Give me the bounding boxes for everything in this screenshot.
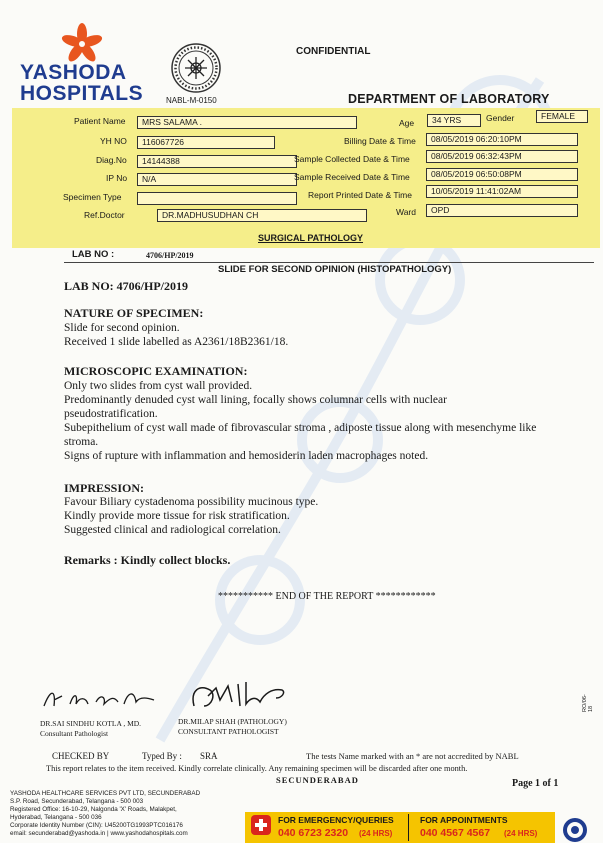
emergency-hours: (24 HRS) bbox=[359, 829, 393, 838]
department-title: DEPARTMENT OF LABORATORY bbox=[348, 92, 550, 106]
impression-line: Suggested clinical and radiological correlation. bbox=[64, 524, 281, 536]
microscopic-line: Only two slides from cyst wall provided. bbox=[64, 380, 253, 392]
emergency-icon bbox=[251, 815, 271, 835]
footer-address-block bbox=[10, 790, 248, 838]
city-label: SECUNDERABAD bbox=[276, 775, 359, 785]
footer-company: YASHODA HEALTHCARE SERVICES PVT LTD, SECUNDERABAD bbox=[10, 790, 201, 797]
nabl-code: NABL-M-0150 bbox=[166, 96, 217, 105]
form-code: RO/06-18 bbox=[582, 694, 594, 712]
yh-no-label: YH NO bbox=[100, 136, 127, 146]
footer-address-line: S.P. Road, Secunderabad, Telangana - 500 003 bbox=[10, 798, 144, 805]
age-value: 34 YRS bbox=[427, 114, 481, 127]
nature-line: Received 1 slide labelled as A2361/18B2361/18. bbox=[64, 336, 289, 348]
patient-name-label: Patient Name bbox=[74, 116, 126, 126]
nature-line: Slide for second opinion. bbox=[64, 322, 180, 334]
collected-value: 08/05/2019 06:32:43PM bbox=[426, 150, 578, 163]
lab-no-label: LAB NO : bbox=[72, 249, 115, 260]
slide-title: SLIDE FOR SECOND OPINION (HISTOPATHOLOGY) bbox=[218, 264, 452, 275]
typed-by-label: Typed By : bbox=[142, 751, 182, 761]
gender-label: Gender bbox=[486, 113, 515, 123]
nabl-seal-icon bbox=[170, 42, 222, 94]
impression-line: Favour Biliary cystadenoma possibility mucinous type. bbox=[64, 496, 319, 508]
patient-name-value: MRS SALAMA . bbox=[137, 116, 357, 129]
appointments-label: FOR APPOINTMENTS bbox=[420, 815, 508, 825]
accreditation-badge-icon bbox=[562, 817, 588, 843]
microscopic-line: Predominantly denuded cyst wall lining, focally shows columnar cells with nuclear bbox=[64, 394, 447, 406]
signature-2-image bbox=[186, 676, 296, 716]
relates-note: This report relates to the item received. Kindly correlate clinically. Any remaining specimen will be discarded after one month. bbox=[46, 764, 468, 773]
microscopic-line: stroma. bbox=[64, 436, 99, 448]
billing-value: 08/05/2019 06:20:10PM bbox=[426, 133, 578, 146]
specimen-type-value bbox=[137, 192, 297, 205]
ref-doctor-label: Ref.Doctor bbox=[84, 210, 125, 220]
signatory-1-title: Consultant Pathologist bbox=[40, 729, 109, 738]
footer-address-line: Hyderabad, Telangana - 500 036 bbox=[10, 814, 102, 821]
hospital-name-line1: YASHODA bbox=[20, 61, 127, 84]
footer-cin: Corporate Identity Number (CIN): U45200TG1993PTC016176 bbox=[10, 822, 183, 829]
age-label: Age bbox=[399, 118, 415, 128]
remarks-line: Remarks : Kindly collect blocks. bbox=[64, 553, 231, 567]
printed-label: Report Printed Date & Time bbox=[308, 190, 412, 200]
microscopic-line: Subepithelium of cyst wall made of fibrovascular stroma , adiposte tissue along with mesenchyme like bbox=[64, 422, 537, 434]
page-number: Page 1 of 1 bbox=[512, 778, 559, 789]
printed-value: 10/05/2019 11:41:02AM bbox=[426, 185, 578, 198]
signatory-2-title: CONSULTANT PATHOLOGIST bbox=[178, 727, 279, 736]
microscopic-line: Signs of rupture with inflammation and hemosiderin laden macrophages noted. bbox=[64, 450, 429, 462]
hospital-flower-logo-icon bbox=[58, 22, 106, 66]
signatory-2-name: DR.MILAP SHAH (PATHOLOGY) bbox=[178, 717, 287, 726]
footer-address-line: Registered Office: 16-10-29, Nalgonda 'X' Roads, Malakpet, bbox=[10, 806, 177, 813]
appointments-number: 040 4567 4567 bbox=[420, 827, 491, 839]
signature-1-image bbox=[40, 682, 160, 716]
specimen-type-label: Specimen Type bbox=[63, 192, 122, 202]
collected-label: Sample Collected Date & Time bbox=[294, 154, 410, 164]
checked-by: CHECKED BY bbox=[52, 751, 110, 761]
gender-value: FEMALE bbox=[536, 110, 588, 123]
microscopic-line: pseudostratification. bbox=[64, 408, 158, 420]
microscopic-heading: MICROSCOPIC EXAMINATION: bbox=[64, 364, 248, 378]
signatory-1-name: DR.SAI SINDHU KOTLA , MD. bbox=[40, 719, 142, 728]
ref-doctor-value: DR.MADHUSUDHAN CH bbox=[157, 209, 367, 222]
end-of-report: *********** END OF THE REPORT ************ bbox=[218, 591, 436, 602]
hospital-name-line2: HOSPITALS bbox=[20, 82, 144, 105]
nature-heading: NATURE OF SPECIMEN: bbox=[64, 306, 204, 320]
received-label: Sample Received Date & Time bbox=[294, 172, 410, 182]
ip-no-label: IP No bbox=[106, 173, 128, 183]
divider bbox=[64, 262, 594, 263]
impression-line: Kindly provide more tissue for risk stratification. bbox=[64, 510, 290, 522]
impression-heading: IMPRESSION: bbox=[64, 481, 145, 495]
diag-no-value: 14144388 bbox=[137, 155, 297, 168]
emergency-number: 040 6723 2320 bbox=[278, 827, 349, 839]
emergency-label: FOR EMERGENCY/QUERIES bbox=[278, 815, 394, 825]
typed-by-value: SRA bbox=[200, 751, 218, 761]
ward-label: Ward bbox=[396, 207, 416, 217]
lab-no-value: 4706/HP/2019 bbox=[146, 251, 194, 260]
ip-no-value: N/A bbox=[137, 173, 297, 186]
received-value: 08/05/2019 06:50:08PM bbox=[426, 168, 578, 181]
section-title: SURGICAL PATHOLOGY bbox=[258, 233, 364, 243]
lab-no-line: LAB NO: 4706/HP/2019 bbox=[64, 279, 189, 293]
billing-label: Billing Date & Time bbox=[344, 136, 416, 146]
ward-value: OPD bbox=[426, 204, 578, 217]
footer-email: email: secunderabad@yashoda.in | www.yashodahospitals.com bbox=[10, 830, 188, 837]
footer-divider bbox=[408, 814, 409, 841]
confidential-label: CONFIDENTIAL bbox=[296, 46, 371, 57]
yh-no-value: 116067726 bbox=[137, 136, 275, 149]
appointments-hours: (24 HRS) bbox=[504, 829, 538, 838]
nabl-note: The tests Name marked with an * are not accredited by NABL bbox=[306, 751, 519, 761]
diag-no-label: Diag.No bbox=[96, 155, 127, 165]
